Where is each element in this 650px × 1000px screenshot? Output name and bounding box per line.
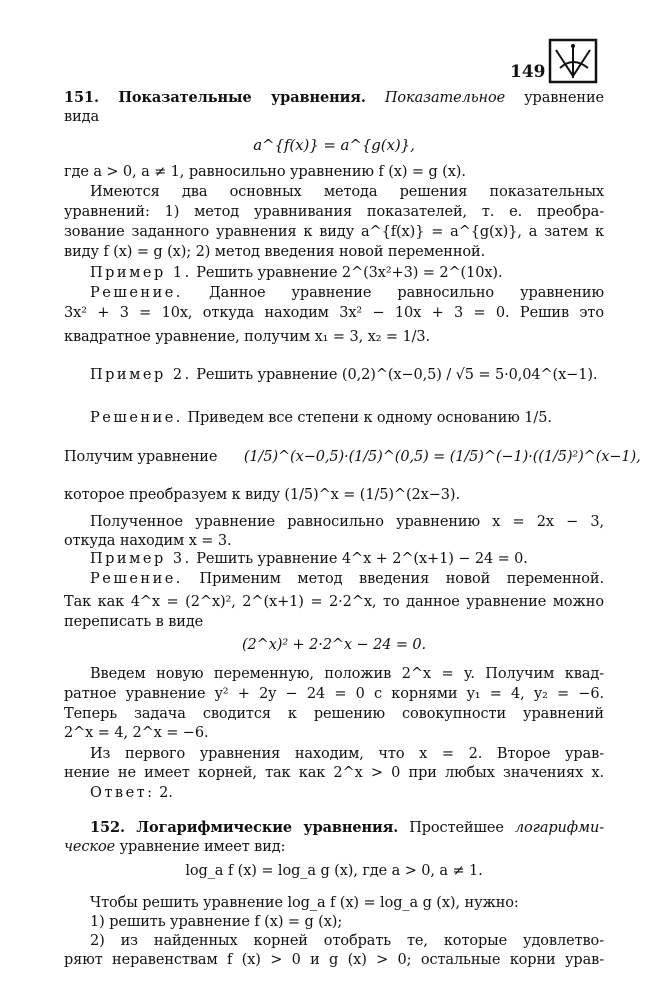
example1-task: Решить уравнение 2^(3x²+3) = 2^(10x). [196, 265, 503, 281]
sec151-heading-line [64, 88, 604, 108]
example2-solution-text: Приведем все степени к одному основанию 1/5. [187, 410, 552, 426]
sec152-line2 [64, 838, 604, 857]
sec151-condition: где a > 0, a ≠ 1, равносильно уравнению f (x) = g (x). [64, 164, 466, 180]
example2-solution-line [64, 409, 604, 428]
example3-solution-label: Решение. [90, 571, 183, 587]
sec152-step2-1: 2) из найденных корней отобрать те, которые удовлетво- [90, 933, 604, 949]
example3-newvar-3: Теперь задача сводится к решению совокупности уравнений [64, 706, 604, 722]
example3-task-line [64, 550, 604, 569]
sec152-line2-rest: уравнение имеет вид: [119, 839, 286, 855]
example3-answer-line [64, 784, 604, 803]
example2-equiv-1: Полученное уравнение равносильно уравнению x = 2x − 3, [90, 514, 604, 530]
example3-solution-1: Применим метод введения новой переменной. [199, 571, 604, 587]
example2-equation: (1/5)^(x−0,5)·(1/5)^(0,5) = (1/5)^(−1)·((1/5)²)^(x−1), [243, 449, 641, 465]
example2-solution-label: Решение. [90, 410, 183, 426]
example2-equation-line [64, 448, 641, 467]
sec151-intro-italic: Показательное [384, 90, 506, 106]
sec152-heading: 152. Логарифмические уравнения. [90, 819, 399, 836]
example3-newvar-4: 2^x = 4, 2^x = −6. [64, 725, 209, 741]
page-number: 149 [510, 62, 546, 82]
sec151-intro-rest: уравнение [524, 90, 605, 106]
example3-equation: (2^x)² + 2·2^x − 24 = 0. [241, 637, 427, 653]
sec152-intro: Простейшее [409, 820, 504, 836]
sec151-formula-text: a^{f(x)} = a^{g(x)}, [253, 136, 415, 154]
example3-first-1: Из первого уравнения находим, что x = 2. Второе урав- [90, 746, 604, 762]
sec152-formula: log_a f (x) = log_a g (x), где a > 0, a ≠ 1. [185, 863, 483, 879]
methods-line-1: Имеются два основных метода решения показательных [90, 184, 604, 200]
answer-label: Ответ: [90, 785, 155, 801]
sec152-intro-italic: логарифми- [514, 820, 605, 836]
sec152-heading-line [64, 818, 604, 838]
example2-equiv-2: откуда находим x = 3. [64, 533, 232, 549]
methods-line-4: виду f (x) = g (x); 2) метод введения новой переменной. [64, 244, 486, 260]
example2-task-line [64, 366, 604, 385]
sec152-step1: 1) решить уравнение f (x) = g (x); [90, 914, 343, 930]
sec151-formula [64, 136, 604, 155]
example3-label: Пример 3. [90, 551, 192, 567]
example3-first-2: нение не имеет корней, так как 2^x > 0 при любых значениях x. [64, 765, 604, 781]
sec152-solve-intro: Чтобы решить уравнение log_a f (x) = log_a g (x), нужно: [90, 895, 519, 911]
example1-solution-2: 3x² + 3 = 10x, откуда находим 3x² − 10x + 3 = 0. Решив это [64, 305, 604, 321]
example2-transform: которое преобразуем к виду (1/5)^x = (1/5)^(2x−3). [64, 487, 460, 503]
example1-solution-line [64, 284, 604, 303]
example3-solution-3: переписать в виде [64, 614, 204, 630]
example3-task: Решить уравнение 4^x + 2^(x+1) − 24 = 0. [196, 551, 528, 567]
textbook-page [64, 0, 641, 1000]
example3-solution-2: Так как 4^x = (2^x)², 2^(x+1) = 2·2^x, то данное уравнение можно [64, 594, 604, 610]
example3-solution-line [64, 570, 604, 589]
example1-solution-1: Данное уравнение равносильно уравнению [208, 285, 605, 301]
example3-newvar-1: Введем новую переменную, положив 2^x = y. Получим квад- [90, 666, 604, 682]
sec152-line2-italic: ческое [64, 839, 116, 855]
example1-task-line [64, 264, 604, 283]
example3-newvar-2: ратное уравнение y² + 2y − 24 = 0 с корнями y₁ = 4, y₂ = −6. [64, 686, 604, 702]
compass-logo-icon [548, 38, 598, 84]
sec151-intro2: вида [64, 109, 100, 125]
methods-line-3: зование заданного уравнения к виду a^{f(x)} = a^{g(x)}, а затем к [64, 224, 604, 240]
example1-solution-label: Решение. [90, 285, 183, 301]
sec152-step2-2: ряют неравенствам f (x) > 0 и g (x) > 0; остальные корни урав- [64, 952, 604, 968]
example2-label: Пример 2. [90, 367, 192, 383]
example1-solution-3: квадратное уравнение, получим x₁ = 3, x₂ = 1/3. [64, 329, 431, 345]
answer-value: 2. [159, 785, 173, 801]
example1-label: Пример 1. [90, 265, 192, 281]
sec151-heading: 151. Показательные уравнения. [64, 89, 366, 106]
methods-line-2: уравнений: 1) метод уравнивания показателей, т. е. преобра- [64, 204, 604, 220]
example2-obtain: Получим уравнение [64, 449, 218, 465]
example2-task: Решить уравнение (0,2)^(x−0,5) / √5 = 5·0,04^(x−1). [196, 367, 598, 383]
